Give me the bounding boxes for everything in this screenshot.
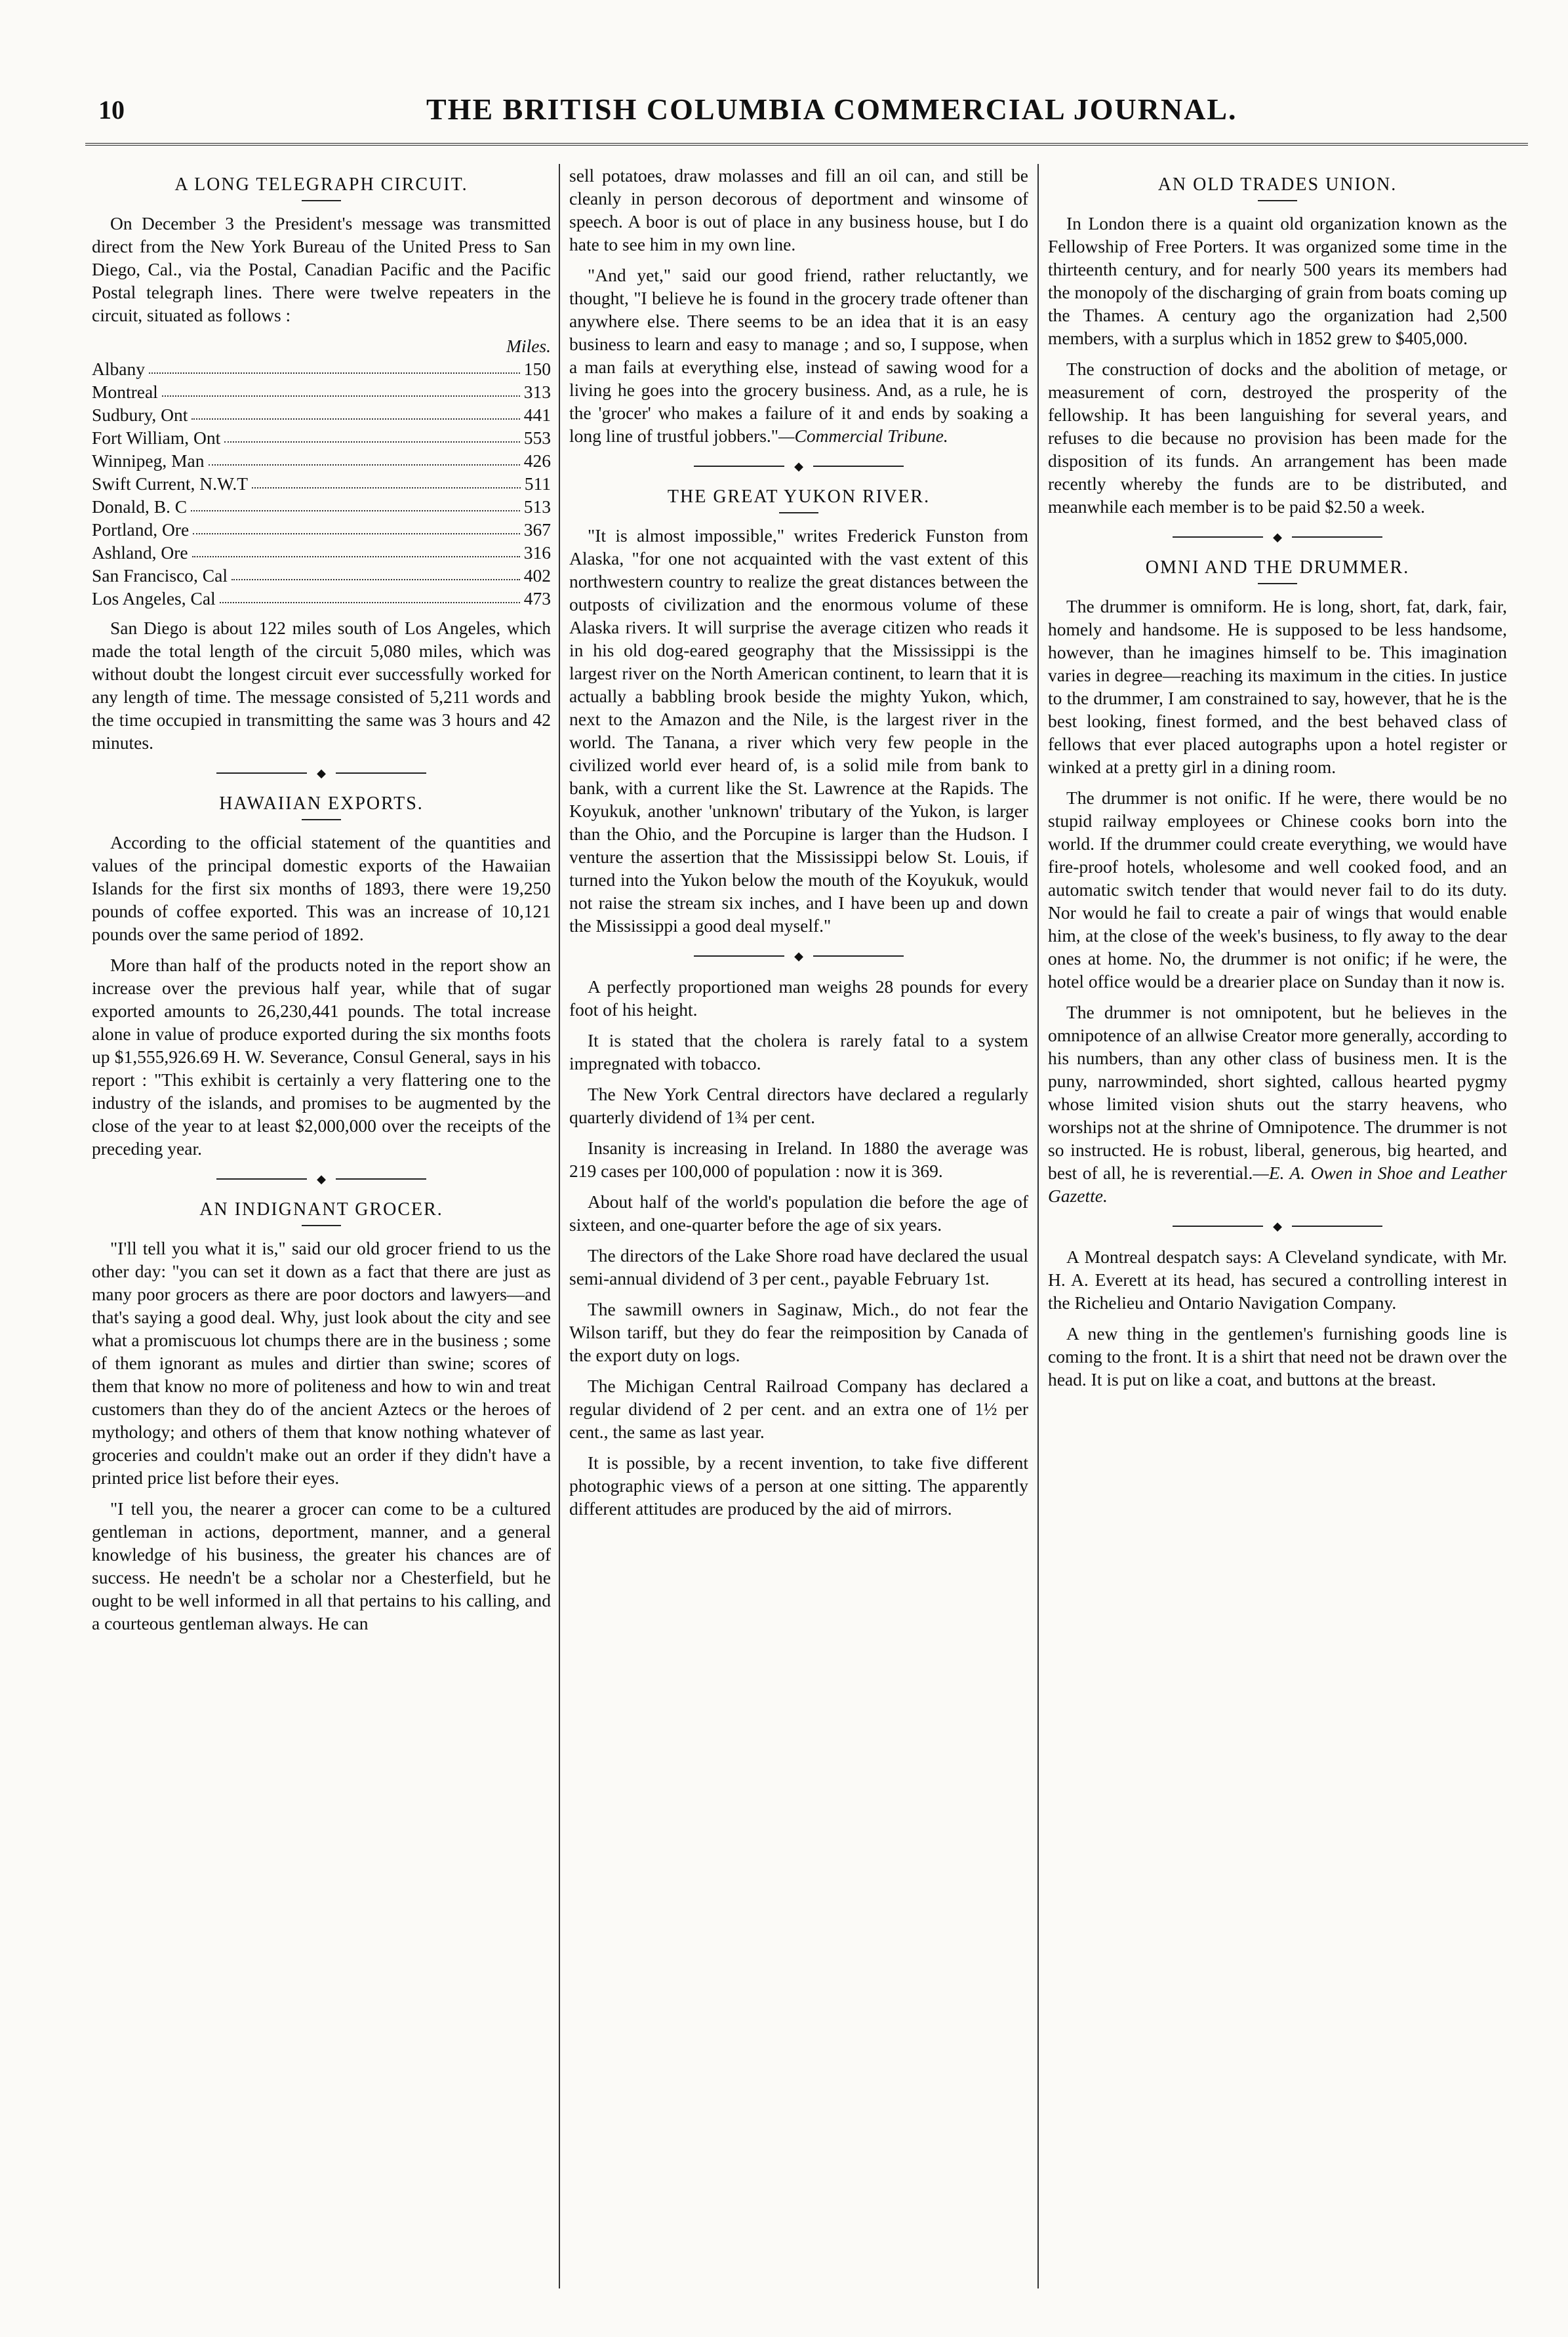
- repeater-miles: 473: [523, 588, 551, 609]
- heading-dash: [779, 512, 818, 513]
- article-heading: HAWAIIAN EXPORTS.: [219, 793, 424, 814]
- repeater-row: [92, 472, 551, 495]
- repeater-miles: 513: [523, 496, 551, 517]
- leader-dots: [149, 357, 520, 374]
- page-header: [85, 92, 1528, 138]
- repeater-table: [92, 334, 551, 610]
- leader-dots: [252, 472, 521, 489]
- repeater-miles: 441: [523, 405, 551, 425]
- article-paragraph: A Montreal despatch says: A Cleveland syndicate, with Mr. H. A. Everett at its head, has secured a controlling interest in the Richelieu and Ontario Navigation Company.: [1048, 1247, 1507, 1313]
- repeater-place: Montreal: [92, 382, 158, 402]
- article-paragraph: sell potatoes, draw molasses and fill an oil can, and still be cleanly in person decorous of deportment and winsome of speech. A boor is out of place in any business house, but I do hate to see him in my own line.: [569, 165, 1028, 254]
- news-item: The Michigan Central Railroad Company has declared a regular dividend of 2 per cent. and an extra one of 1½ per cent., the same as last year.: [569, 1376, 1028, 1442]
- article-heading: A LONG TELEGRAPH CIRCUIT.: [174, 174, 468, 195]
- news-item: The directors of the Lake Shore road have declared the usual semi-annual dividend of 3 per cent., payable February 1st.: [569, 1245, 1028, 1288]
- article-heading: THE GREAT YUKON RIVER.: [667, 487, 931, 507]
- article-paragraph: A new thing in the gentlemen's furnishing goods line is coming to the front. It is a shirt that need not be drawn over the head. It is put on like a coat, and buttons at the breast.: [1048, 1323, 1507, 1389]
- repeater-row: [92, 449, 551, 472]
- article-paragraph: "It is almost impossible," writes Frederick Funston from Alaska, "for one not acquainted with the vast extent of this northwestern country to realize the great distances between the outposts of civilization and the enormous volume of these Alaska rivers. It will surprise the average citizen who reads it in his old dog-eared geography that the Mississippi is the largest river on the North American continent, to learn that it is actually a babbling brook beside the mighty Yukon, which, next to the Amazon and the Nile, is the largest river in the world. The Tanana, a river which very few people in the civilized world ever heard of, is a solid mile from bank to bank, with a current like the St. Lawrence at the Rapids. The Koyukuk, another 'unknown' tributary of the Yukon, is larger than the Ohio, and the Porcupine is larger than the Hudson. I venture the assertion that the Mississippi below St. Louis, if turned into the Yukon below the mouth of the Koyukuk, would not raise the stream six inches, and I have been up and down the Mississippi a good deal myself.": [569, 525, 1028, 936]
- leader-dots: [192, 541, 520, 557]
- repeater-place: Los Angeles, Cal: [92, 588, 216, 609]
- repeater-miles: 553: [523, 428, 551, 448]
- section-ornament: ◆: [694, 456, 904, 476]
- repeater-miles: 150: [523, 359, 551, 379]
- leader-dots: [231, 564, 520, 580]
- article-paragraph: More than half of the products noted in the report show an increase over the previous half year, while that of sugar exported amounts to 26,230,441 pounds. The total increase alone in value of produce exported during the six months foots up $1,555,926.69 H. W. Severance, Consul General, says in his report : "This exhibit is certainly a very flattering one to the industry of the islands, and promises to be augmented by the close of the year to at least $2,000,000 over the receipts of the preceding year.: [92, 955, 551, 1159]
- article-paragraph: The drummer is not onific. If he were, there would be no stupid railway employees or Chinese cooks born into the world. If the drummer could create everything, we would have fire-proof hotels, wholesome and well cooked food, and an automatic switch tender that would never fail to do its duty. Nor would he fail to create a pair of wings that would enable him, at the close of the week's business, to fly away to the dear ones at home. No, the drummer is not onific; if he were, the hotel office would be a drearier place on Sunday than it now is.: [1048, 788, 1507, 991]
- article-paragraph: The drummer is omniform. He is long, short, fat, dark, fair, homely and handsome. He is supposed to be less handsome, however, than he imagines himself to be. This imagination varies in degree—reaching its maximum in the cities. In justice to the drummer, I am constrained to say, however, that he is the best looking, finest formed, and the best behaved class of fellows that ever placed autographs upon a hotel register or winked at a pretty girl in a dining room.: [1048, 596, 1507, 777]
- article-heading: AN INDIGNANT GROCER.: [199, 1199, 443, 1220]
- column-1: [92, 164, 551, 1643]
- section-ornament: ◆: [694, 946, 904, 966]
- column-2: [569, 164, 1028, 1528]
- column-divider: [559, 164, 560, 2288]
- repeater-place: Fort William, Ont: [92, 428, 221, 448]
- column-divider: [1037, 164, 1039, 2288]
- section-ornament: ◆: [216, 763, 426, 783]
- repeater-place: Ashland, Ore: [92, 542, 188, 563]
- repeater-place: San Francisco, Cal: [92, 565, 228, 586]
- masthead-title: THE BRITISH COLUMBIA COMMERCIAL JOURNAL.: [426, 92, 1237, 126]
- article-paragraph: San Diego is about 122 miles south of Los Angeles, which made the total length of the circuit 5,080 miles, which was without doubt the longest circuit ever successfully worked for any length of time. The message consisted of 5,211 words and the time occupied in transmitting the same was 3 hours and 42 minutes.: [92, 618, 551, 753]
- page-number: 10: [98, 95, 125, 125]
- repeater-place: Portland, Ore: [92, 519, 190, 540]
- section-ornament: ◆: [216, 1169, 426, 1189]
- leader-dots: [224, 426, 520, 443]
- heading-dash: [302, 1225, 341, 1226]
- article-heading: OMNI AND THE DRUMMER.: [1145, 557, 1410, 578]
- article-paragraph: [569, 264, 1028, 447]
- repeater-miles: 367: [523, 519, 551, 540]
- repeater-place: Donald, B. C: [92, 496, 188, 517]
- repeater-row: [92, 518, 551, 541]
- miles-label: Miles.: [506, 336, 551, 356]
- article-paragraph: "I'll tell you what it is," said our old grocer friend to us the other day: "you can set it down as a fact that there are just as many poor grocers as there are poor doctors and lawyers—and that's saying a good deal. Why, just look about the city and see what a promiscuous lot chumps there are in the business ; some of them ignorant as mules and dirtier than swine; scores of them that know no more of politeness and how to win and treat customers than they do of the ancient Aztecs or the heroes of mythology; and others of them that know nothing whatever of groceries and couldn't make out an order if they didn't have a printed price list before their eyes.: [92, 1238, 551, 1488]
- repeater-row: [92, 541, 551, 564]
- article-paragraph: "I tell you, the nearer a grocer can come to be a cultured gentleman in actions, deportment, manner, and a general knowledge of his business, the greater his chances are of success. He needn't be a scholar nor a Chesterfield, but he ought to be well informed in all that pertains to his calling, and a courteous gentleman always. He can: [92, 1498, 551, 1633]
- article-paragraph: In London there is a quaint old organization known as the Fellowship of Free Porters. It was organized some time in the thirteenth century, and for nearly 500 years its members had the monopoly of the discharging of grain from boats coming up the Thames. A century ago the organization had 2,500 members, with a surplus which in 1852 grew to $405,000.: [1048, 213, 1507, 348]
- section-ornament: ◆: [1173, 1216, 1382, 1236]
- leader-dots: [220, 587, 520, 603]
- news-item: A perfectly proportioned man weighs 28 pounds for every foot of his height.: [569, 976, 1028, 1020]
- repeater-miles: 402: [523, 565, 551, 586]
- leader-dots: [162, 380, 520, 397]
- article-text: "And yet," said our good friend, rather reluctantly, we thought, "I believe he is found in the grocery trade oftener than anywhere else. There seems to be an idea that it is an easy business to learn and easy to manage ; and so, I suppose, when a man fails at everything else, instead of sawing wood for a living he goes into the grocery business. And, as a rule, he is the 'grocer' who makes a failure of it and ends by soaking a long line of trustful jobbers.": [569, 265, 1028, 446]
- heading-dash: [302, 200, 341, 201]
- repeater-row: [92, 357, 551, 380]
- repeater-row: [92, 403, 551, 426]
- article-paragraph: The construction of docks and the abolition of metage, or measurement of corn, destroyed the prosperity of the fellowship. It has been languishing for several years, and refuses to die because no provision has been made for the disposition of its funds. An arrangement has been made recently whereby the funds are to be distributed, and meanwhile each member is to be paid $2.50 a week.: [1048, 359, 1507, 517]
- leader-dots: [193, 518, 520, 534]
- news-item: About half of the world's population die before the age of sixteen, and one-quarter before the age of six years.: [569, 1191, 1028, 1235]
- section-ornament: ◆: [1173, 527, 1382, 547]
- repeater-miles: 511: [524, 473, 551, 494]
- repeater-miles: 313: [523, 382, 551, 402]
- leader-dots: [191, 403, 519, 420]
- heading-dash: [302, 819, 341, 820]
- article-paragraph: According to the official statement of the quantities and values of the principal domestic exports of the Hawaiian Islands for the first six months of 1893, there were 19,250 pounds of coffee exported. This was an increase of 10,121 pounds over the same period of 1892.: [92, 832, 551, 944]
- heading-dash: [1258, 200, 1297, 201]
- news-item: Insanity is increasing in Ireland. In 1880 the average was 219 cases per 100,000 of population : now it is 369.: [569, 1138, 1028, 1181]
- article-heading: AN OLD TRADES UNION.: [1157, 174, 1397, 195]
- leader-dots: [191, 495, 520, 511]
- repeater-place: Albany: [92, 359, 145, 379]
- repeater-row: [92, 495, 551, 518]
- repeater-miles: 316: [523, 542, 551, 563]
- repeater-row: [92, 587, 551, 610]
- news-item: It is stated that the cholera is rarely fatal to a system impregnated with tobacco.: [569, 1030, 1028, 1073]
- header-rule: [85, 143, 1528, 146]
- heading-dash: [1258, 583, 1297, 584]
- column-3: [1048, 164, 1507, 1399]
- news-item: The New York Central directors have declared a regularly quarterly dividend of 1¾ per cent.: [569, 1084, 1028, 1127]
- news-items: [569, 975, 1028, 1520]
- article-source: —Commercial Tribune.: [778, 426, 948, 446]
- repeater-row: [92, 564, 551, 587]
- repeater-row: [92, 380, 551, 403]
- article-paragraph: [1048, 1001, 1507, 1207]
- article-paragraph: On December 3 the President's message was transmitted direct from the New York Bureau of the United Press to San Diego, Cal., via the Postal, Canadian Pacific and the Pacific Postal telegraph lines. There were twelve repeaters in the circuit, situated as follows :: [92, 213, 551, 325]
- repeater-place: Winnipeg, Man: [92, 450, 205, 471]
- repeater-place: Sudbury, Ont: [92, 405, 188, 425]
- article-text: The drummer is not omnipotent, but he believes in the omnipotence of an allwise Creator more generally, according to his numbers, than any other class of business men. It is the puny, narrowminded, short sighted, callous hearted pygmy whose limited vision shuts out the starry heavens, who worships not at the shrine of Omnipotence. The drummer is not so instructed. He is robust, liberal, generous, big hearted, and best of all, he is reverential.: [1048, 1002, 1507, 1183]
- repeater-place: Swift Current, N.W.T: [92, 473, 249, 494]
- repeater-row: [92, 426, 551, 449]
- news-item: The sawmill owners in Saginaw, Mich., do not fear the Wilson tariff, but they do fear the reimposition by Canada of the export duty on logs.: [569, 1299, 1028, 1365]
- news-item: It is possible, by a recent invention, to take five different photographic views of a person at one sitting. The apparently different attitudes are produced by the aid of mirrors.: [569, 1452, 1028, 1519]
- article-source: —E. A. Owen in Shoe and Leather Gazette.: [1048, 1163, 1507, 1206]
- leader-dots: [209, 449, 520, 466]
- repeater-miles: 426: [523, 450, 551, 471]
